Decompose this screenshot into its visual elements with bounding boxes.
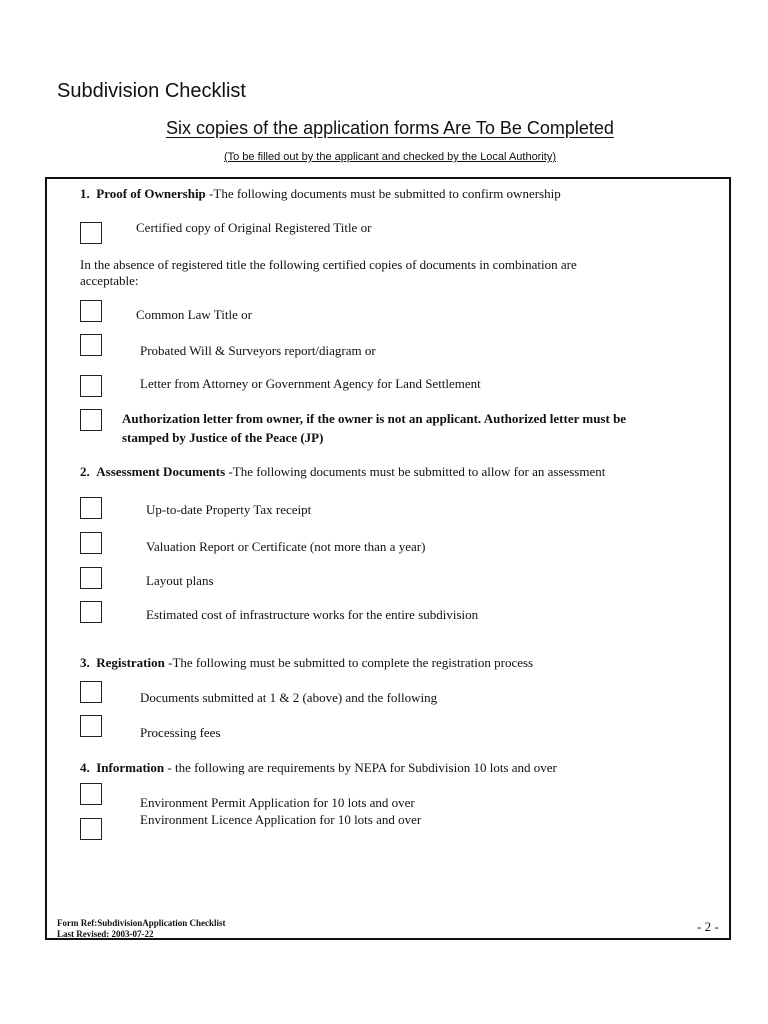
checkbox-documents-submitted[interactable]	[80, 681, 102, 703]
section-4-heading	[80, 760, 557, 776]
page-number: - 2 -	[697, 919, 719, 934]
footer-last-revised: Last Revised: 2003-07-22	[57, 929, 154, 939]
instruction-note: (To be filled out by the applicant and checked by the Local Authority)	[223, 151, 557, 163]
section-4-desc: - the following are requirements by NEPA for Subdivision 10 lots and over	[167, 760, 557, 775]
item-property-tax: Up-to-date Property Tax receipt	[146, 502, 312, 517]
section-4-title: Information	[96, 760, 165, 775]
section-3-title: Registration	[96, 655, 165, 670]
item-common-law-title: Common Law Title or	[136, 307, 252, 322]
section-1-paragraph-line-2: acceptable:	[80, 273, 139, 288]
section-1-title: Proof of Ownership	[96, 186, 206, 201]
item-valuation-report: Valuation Report or Certificate (not more than a year)	[146, 539, 426, 554]
section-3-desc: -The following must be submitted to complete the registration process	[168, 655, 534, 670]
checkbox-valuation-report[interactable]	[80, 532, 102, 554]
checkbox-environment-permit[interactable]	[80, 783, 102, 805]
item-documents-submitted: Documents submitted at 1 & 2 (above) and the following	[140, 690, 438, 705]
item-certified-title: Certified copy of Original Registered Title or	[136, 220, 372, 235]
section-2-title: Assessment Documents	[96, 464, 226, 479]
checkbox-processing-fees[interactable]	[80, 715, 102, 737]
item-processing-fees: Processing fees	[140, 725, 221, 740]
item-probated-will: Probated Will & Surveyors report/diagram or	[140, 343, 376, 358]
checkbox-common-law-title[interactable]	[80, 300, 102, 322]
item-layout-plans: Layout plans	[146, 573, 214, 588]
item-environment-licence: Environment Licence Application for 10 lots and over	[140, 812, 422, 827]
checkbox-property-tax[interactable]	[80, 497, 102, 519]
section-1-number: 1.	[80, 186, 90, 201]
checkbox-authorization-letter[interactable]	[80, 409, 102, 431]
item-letter-attorney: Letter from Attorney or Government Agency for Land Settlement	[140, 376, 481, 391]
footer-form-ref: Form Ref:SubdivisionApplication Checklist	[57, 918, 226, 928]
section-3-number: 3.	[80, 655, 90, 670]
checkbox-certified-title[interactable]	[80, 222, 102, 244]
section-2-number: 2.	[80, 464, 90, 479]
checkbox-environment-licence[interactable]	[80, 818, 102, 840]
section-1-heading	[80, 186, 561, 202]
page-subtitle: Six copies of the application forms Are To Be Completed	[166, 118, 614, 138]
section-1-desc: -The following documents must be submitted to confirm ownership	[209, 186, 561, 201]
checkbox-letter-attorney[interactable]	[80, 375, 102, 397]
section-4-number: 4.	[80, 760, 90, 775]
section-1-paragraph-line-1: In the absence of registered title the following certified copies of documents in combination are	[80, 257, 577, 272]
section-3-heading	[80, 655, 533, 671]
checkbox-infrastructure-cost[interactable]	[80, 601, 102, 623]
section-2-desc: -The following documents must be submitted to allow for an assessment	[228, 464, 606, 479]
section-2-heading	[80, 464, 605, 480]
item-authorization-line-1: Authorization letter from owner, if the owner is not an applicant. Authorized letter must be	[122, 411, 627, 426]
item-infrastructure-cost: Estimated cost of infrastructure works for the entire subdivision	[146, 607, 479, 622]
checkbox-layout-plans[interactable]	[80, 567, 102, 589]
page-title: Subdivision Checklist	[57, 80, 246, 102]
item-authorization-line-2: stamped by Justice of the Peace (JP)	[122, 430, 324, 445]
item-environment-permit: Environment Permit Application for 10 lots and over	[140, 795, 415, 810]
checkbox-probated-will[interactable]	[80, 334, 102, 356]
